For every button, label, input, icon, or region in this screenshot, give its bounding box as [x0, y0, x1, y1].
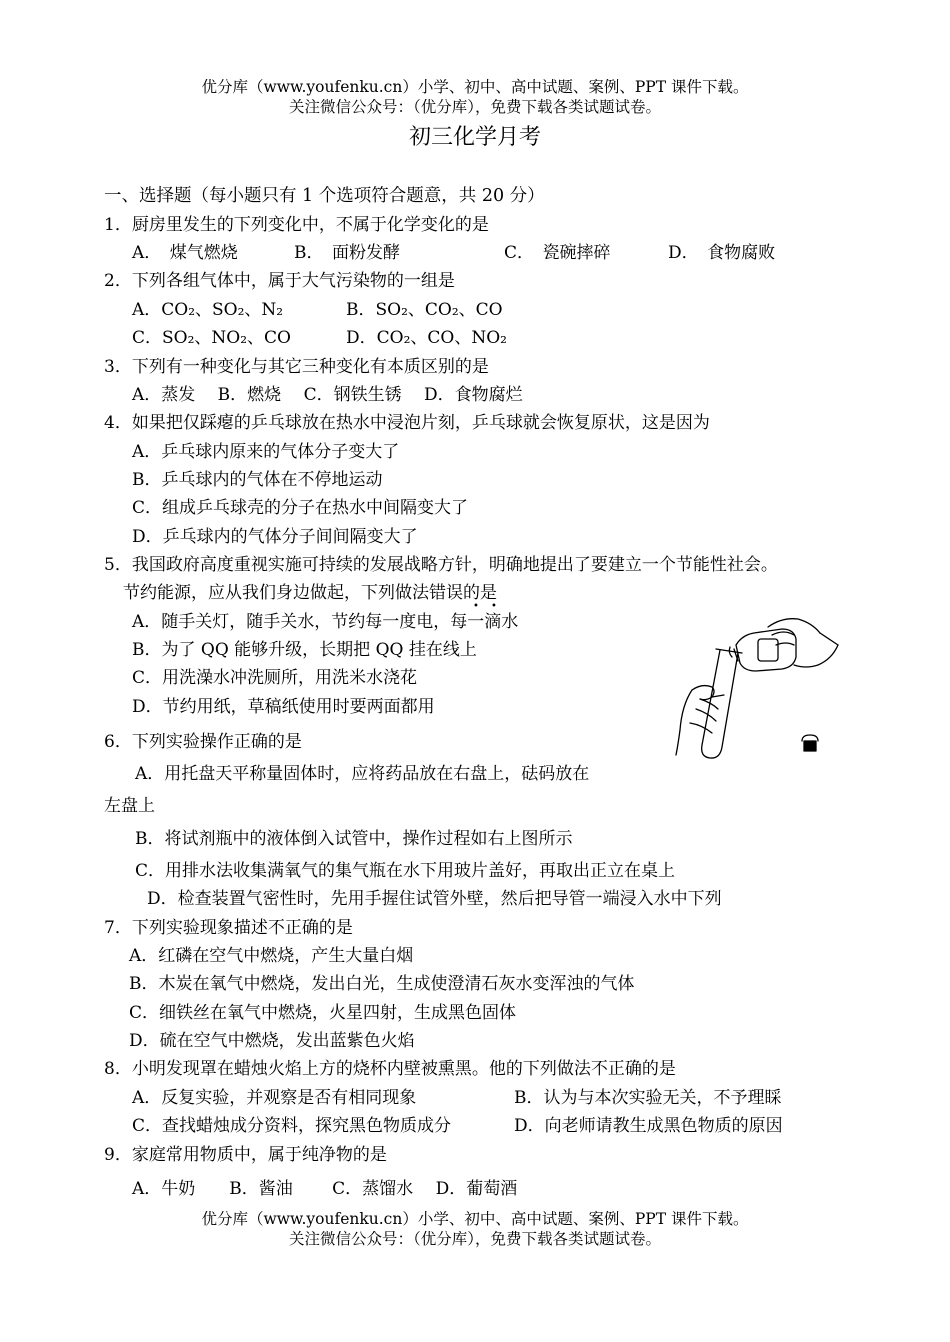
- q7-option-c: C．细铁丝在氧气中燃烧，火星四射，生成黑色固体: [129, 1003, 517, 1023]
- q5-stem-line-2: 节约能源，应从我们身边做起，下列做法错误的是: [123, 583, 497, 603]
- q7-option-d: D．硫在空气中燃烧，发出蓝紫色火焰: [129, 1031, 415, 1051]
- q4-option-b: B．乒乓球内的气体在不停地运动: [132, 470, 383, 490]
- header-line-2: 关注微信公众号：（优分库），免费下载各类试题试卷。: [288, 98, 661, 116]
- q8-option-d: D．向老师请教生成黑色物质的原因: [514, 1116, 783, 1136]
- q5-option-a: A．随手关灯，随手关水，节约每一度电，每一滴水: [132, 612, 519, 632]
- stopper-icon: [802, 735, 818, 751]
- q6-option-c: C．用排水法收集满氧气的集气瓶在水下用玻片盖好，再取出正立在桌上: [135, 861, 676, 881]
- q8-option-b: B．认为与本次实验无关，不予理睬: [514, 1088, 782, 1108]
- q8-stem: 8．小明发现罩在蜡烛火焰上方的烧杯内壁被熏黑。他的下列做法不正确的是: [104, 1059, 676, 1079]
- q4-stem: 4．如果把仅踩瘪的乒乓球放在热水中浸泡片刻，乒乓球就会恢复原状，这是因为: [104, 413, 710, 433]
- q9-stem: 9．家庭常用物质中，属于纯净物的是: [104, 1145, 387, 1165]
- q9-options: A．牛奶 B．酱油 C．蒸馏水 D．葡萄酒: [132, 1179, 518, 1199]
- q2-stem: 2．下列各组气体中，属于大气污染物的一组是: [104, 271, 455, 291]
- q1-option-d: D． 食物腐败: [668, 243, 776, 263]
- pouring-liquid-icon: [672, 605, 842, 765]
- q2-option-c: C．SO₂、NO₂、CO: [132, 328, 291, 348]
- header-line-1: 优分库（www.youfenku.cn）小学、初中、高中试题、案例、PPT 课件下载。: [201, 78, 749, 96]
- footer-line-1: 优分库（www.youfenku.cn）小学、初中、高中试题、案例、PPT 课件下载。: [201, 1210, 749, 1228]
- page-title: 初三化学月考: [408, 125, 541, 150]
- q3-options: A．蒸发 B．燃烧 C．钢铁生锈 D．食物腐烂: [132, 385, 523, 405]
- q4-option-c: C．组成乒乓球壳的分子在热水中间隔变大了: [132, 498, 469, 518]
- q1-stem: 1．厨房里发生的下列变化中，不属于化学变化的是: [104, 215, 489, 235]
- q5-option-b: B．为了 QQ 能够升级，长期把 QQ 挂在线上: [132, 640, 477, 660]
- q6-stem: 6．下列实验操作正确的是: [104, 732, 302, 752]
- q2-option-b: B．SO₂、CO₂、CO: [346, 300, 503, 320]
- q8-option-a: A．反复实验，并观察是否有相同现象: [132, 1088, 417, 1108]
- q6-option-d: D．检查装置气密性时，先用手握住试管外壁，然后把导管一端浸入水中下列: [147, 889, 722, 909]
- q1-option-c: C． 瓷碗摔碎: [504, 243, 611, 263]
- q4-option-d: D．乒乓球内的气体分子间间隔变大了: [132, 527, 418, 547]
- q6-option-b: B．将试剂瓶中的液体倒入试管中，操作过程如右上图所示: [135, 829, 573, 849]
- q4-option-a: A．乒乓球内原来的气体分子变大了: [132, 442, 400, 462]
- q1-option-a: A． 煤气燃烧: [132, 243, 238, 263]
- q2-option-a: A．CO₂、SO₂、N₂: [132, 300, 284, 320]
- q1-option-b: B． 面粉发酵: [294, 243, 400, 263]
- q6-option-a-line-2: 左盘上: [104, 796, 155, 816]
- q7-option-b: B．木炭在氧气中燃烧，发出白光，生成使澄清石灰水变浑浊的气体: [129, 974, 635, 994]
- q5-option-c: C．用洗澡水冲洗厕所，用洗米水浇花: [132, 668, 418, 688]
- q3-stem: 3．下列有一种变化与其它三种变化有本质区别的是: [104, 357, 489, 377]
- emphasis-dot: •: [491, 601, 497, 612]
- section-title: 一、选择题（每小题只有 1 个选项符合题意，共 20 分）: [104, 186, 545, 206]
- emphasis-dot: •: [473, 601, 479, 612]
- q5-option-d: D．节约用纸，草稿纸使用时要两面都用: [132, 697, 435, 717]
- q5-stem-line-1: 5．我国政府高度重视实施可持续的发展战略方针，明确地提出了要建立一个节能性社会。: [104, 555, 778, 575]
- q2-option-d: D．CO₂、CO、NO₂: [346, 328, 507, 348]
- q7-stem: 7．下列实验现象描述不正确的是: [104, 918, 353, 938]
- q7-option-a: A．红磷在空气中燃烧，产生大量白烟: [129, 946, 414, 966]
- q6-option-a-line-1: A．用托盘天平称量固体时，应将药品放在右盘上，砝码放在: [135, 764, 590, 784]
- q8-option-c: C．查找蜡烛成分资料，探究黑色物质成分: [132, 1116, 452, 1136]
- footer-line-2: 关注微信公众号：（优分库），免费下载各类试题试卷。: [288, 1230, 661, 1248]
